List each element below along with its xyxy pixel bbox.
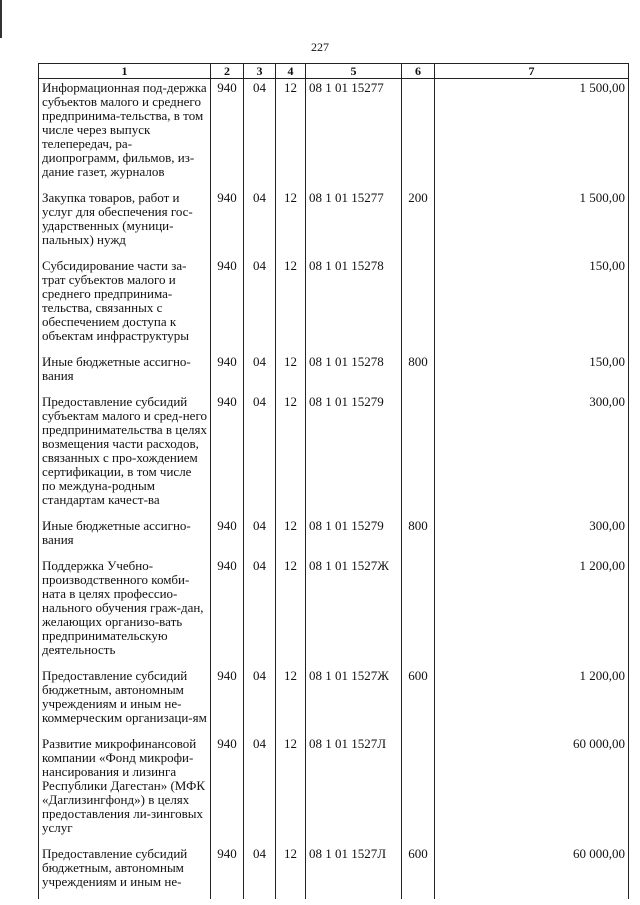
table-row [39,393,629,517]
row-code-expense-type [402,257,435,353]
row-code-subsection: 12 [276,667,306,735]
row-code-section: 04 [244,517,276,557]
row-code-target: 08 1 01 15279 [306,517,402,557]
row-amount: 60 000,00 [435,735,629,845]
row-code-expense-type [402,79,435,190]
row-amount: 150,00 [435,257,629,353]
row-code-section: 04 [244,79,276,190]
row-code-ministry: 940 [211,257,244,353]
row-code-section: 04 [244,393,276,517]
row-amount: 1 200,00 [435,557,629,667]
row-code-ministry: 940 [211,393,244,517]
margin-mark [0,0,2,38]
table-row [39,79,629,190]
row-name: Информационная под-держка субъектов малого и среднего предпринима-тельства, в том числе через выпуск телепередач, ра-диопрограмм, фильмов, из-дание газет, журналов [39,79,211,190]
row-code-expense-type: 600 [402,845,435,899]
table-row [39,557,629,667]
row-amount: 1 500,00 [435,189,629,257]
row-code-subsection: 12 [276,353,306,393]
row-code-target: 08 1 01 1527Л [306,735,402,845]
row-code-expense-type: 200 [402,189,435,257]
header-col-2: 2 [211,64,244,79]
row-code-section: 04 [244,189,276,257]
row-name: Предоставление субсидий субъектам малого и сред-него предпринимательства в целях возмещения части расходов, связанных с про-хождением сертификации, в том числе по междуна-родным стандартам качест-ва [39,393,211,517]
row-code-target: 08 1 01 15277 [306,79,402,190]
row-code-section: 04 [244,735,276,845]
row-code-subsection: 12 [276,189,306,257]
row-name: Субсидирование части за-трат субъектов малого и среднего предпринима-тельства, связанных с обеспечением доступа к объектам инфраструктуры [39,257,211,353]
table-row [39,845,629,899]
row-code-target: 08 1 01 1527Ж [306,667,402,735]
row-amount: 60 000,00 [435,845,629,899]
row-code-target: 08 1 01 1527Л [306,845,402,899]
row-code-section: 04 [244,257,276,353]
row-name: Предоставление субсидий бюджетным, автономным учреждениям и иным не- [39,845,211,899]
row-name: Предоставление субсидий бюджетным, автономным учреждениям и иным не-коммерческим организаци-ям [39,667,211,735]
row-code-ministry: 940 [211,189,244,257]
row-code-subsection: 12 [276,517,306,557]
row-code-target: 08 1 01 15278 [306,353,402,393]
row-amount: 1 200,00 [435,667,629,735]
header-col-1: 1 [39,64,211,79]
page-number: 227 [311,40,329,54]
row-code-expense-type: 800 [402,353,435,393]
row-code-target: 08 1 01 15279 [306,393,402,517]
row-code-ministry: 940 [211,667,244,735]
row-name: Поддержка Учебно-производственного комби-ната в целях профессио-нального обучения граж-дан, желающих организо-вать предпринимательскую деятельность [39,557,211,667]
row-code-subsection: 12 [276,393,306,517]
row-code-expense-type: 600 [402,667,435,735]
row-amount: 300,00 [435,393,629,517]
row-amount: 1 500,00 [435,79,629,190]
row-code-section: 04 [244,667,276,735]
row-code-subsection: 12 [276,845,306,899]
table-row [39,353,629,393]
header-col-5: 5 [306,64,402,79]
row-code-target: 08 1 01 15278 [306,257,402,353]
row-code-expense-type [402,735,435,845]
header-col-6: 6 [402,64,435,79]
table-row [39,189,629,257]
row-code-ministry: 940 [211,79,244,190]
row-code-subsection: 12 [276,557,306,667]
row-code-subsection: 12 [276,79,306,190]
row-code-ministry: 940 [211,353,244,393]
table-row [39,735,629,845]
header-col-4: 4 [276,64,306,79]
row-code-target: 08 1 01 1527Ж [306,557,402,667]
header-row [39,64,629,79]
row-code-subsection: 12 [276,735,306,845]
row-code-ministry: 940 [211,557,244,667]
row-name: Развитие микрофинансовой компании «Фонд микрофи-нансирования и лизинга Республики Дагестан» (МФК «Даглизингфонд») в целях предоставления ли-зинговых услуг [39,735,211,845]
header-col-7: 7 [435,64,629,79]
table-row [39,517,629,557]
row-amount: 150,00 [435,353,629,393]
row-code-target: 08 1 01 15277 [306,189,402,257]
header-col-3: 3 [244,64,276,79]
row-amount: 300,00 [435,517,629,557]
row-code-expense-type [402,557,435,667]
budget-table [38,63,629,899]
row-code-ministry: 940 [211,845,244,899]
row-code-section: 04 [244,845,276,899]
row-name: Иные бюджетные ассигно-вания [39,353,211,393]
row-code-subsection: 12 [276,257,306,353]
row-code-expense-type: 800 [402,517,435,557]
table-row [39,667,629,735]
row-code-ministry: 940 [211,735,244,845]
row-name: Закупка товаров, работ и услуг для обеспечения гос-ударственных (муници-пальных) нужд [39,189,211,257]
table-row [39,257,629,353]
row-code-section: 04 [244,353,276,393]
row-code-section: 04 [244,557,276,667]
row-code-ministry: 940 [211,517,244,557]
row-code-expense-type [402,393,435,517]
row-name: Иные бюджетные ассигно-вания [39,517,211,557]
